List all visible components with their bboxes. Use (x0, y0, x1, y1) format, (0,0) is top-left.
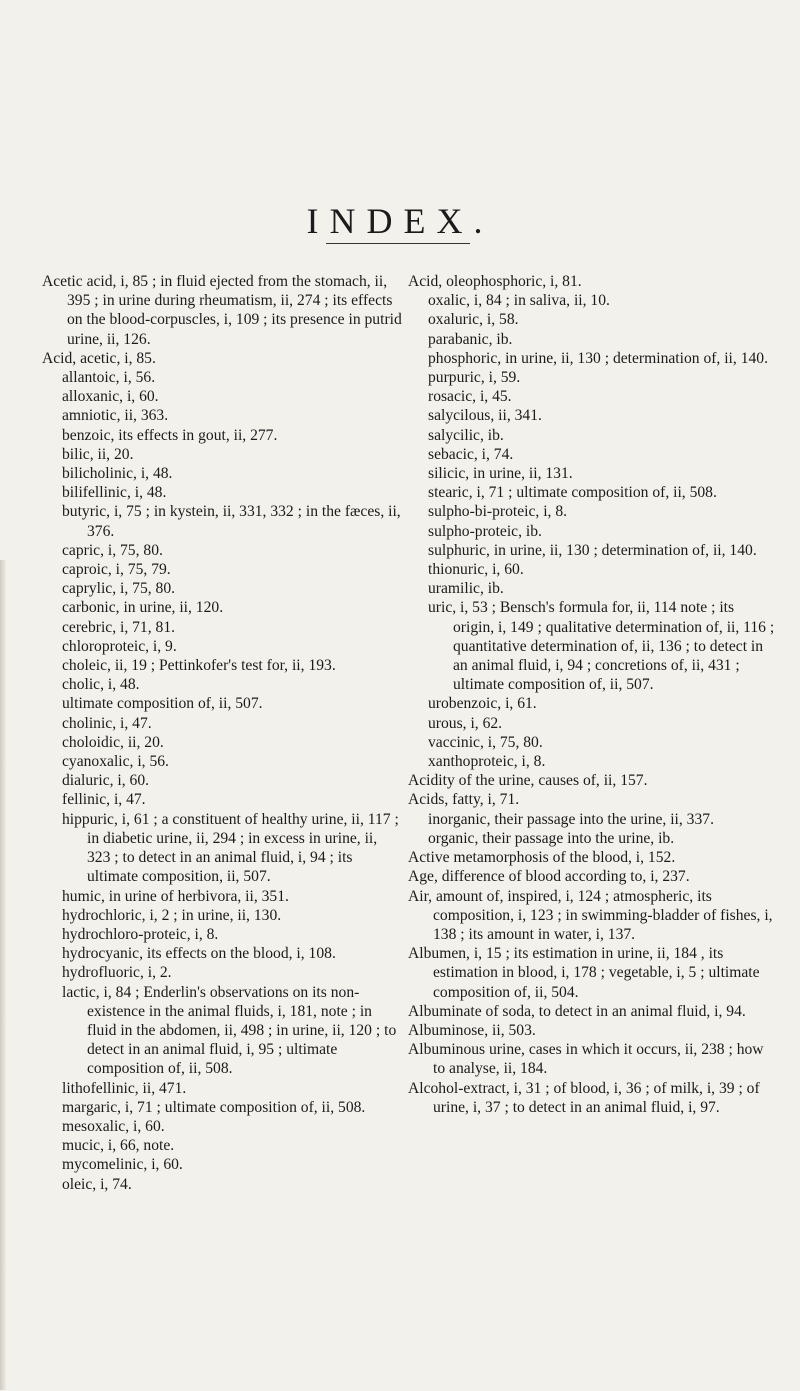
index-entry: dialuric, i, 60. (62, 772, 150, 790)
index-entry: Acetic acid, i, 85 ; in fluid ejected from the stomach, ii, 395 ; in urine during rheumatism, ii, 274 ; its effects on the blood-corpuscles, i, 109 ; its presence in putrid urine, ii, 126. (42, 273, 402, 348)
index-entry: phosphoric, in urine, ii, 130 ; determination of, ii, 140. (428, 349, 768, 367)
index-entry: oleic, i, 74. (62, 1175, 132, 1193)
index-entry: Acid, acetic, i, 85. (42, 349, 156, 367)
left-column (42, 272, 402, 1194)
index-entry: mesoxalic, i, 60. (62, 1117, 165, 1135)
page-edge-shadow (0, 560, 6, 1390)
index-entry: thionuric, i, 60. (428, 561, 524, 579)
index-entry: cholic, i, 48. (62, 676, 140, 694)
index-entry: choloidic, ii, 20. (62, 733, 164, 751)
index-entry: hydrochloro-proteic, i, 8. (62, 925, 219, 943)
index-entry: cyanoxalic, i, 56. (62, 753, 169, 771)
index-entry: sulpho-bi-proteic, i, 8. (428, 503, 568, 521)
index-entry: bilicholinic, i, 48. (62, 465, 173, 483)
index-entry: Albuminose, ii, 503. (408, 1021, 536, 1039)
index-entry: Age, difference of blood according to, i, 237. (408, 868, 690, 886)
index-entry: xanthoproteic, i, 8. (428, 753, 546, 771)
page-title: INDEX. (306, 201, 494, 242)
index-entry: hydrochloric, i, 2 ; in urine, ii, 130. (62, 906, 282, 924)
index-entry: Alcohol-extract, i, 31 ; of blood, i, 36 ; of milk, i, 39 ; of urine, i, 37 ; to detect in an animal fluid, i, 97. (408, 1079, 760, 1116)
index-entry: Albuminous urine, cases in which it occurs, ii, 238 ; how to analyse, ii, 184. (408, 1041, 764, 1078)
index-entry: rosacic, i, 45. (428, 388, 512, 406)
index-entry: silicic, in urine, ii, 131. (428, 465, 573, 483)
index-entry: sulpho-proteic, ib. (428, 522, 542, 540)
title-rule (326, 243, 470, 244)
index-entry: stearic, i, 71 ; ultimate composition of, ii, 508. (428, 484, 717, 502)
index-entry: carbonic, in urine, ii, 120. (62, 599, 224, 617)
index-entry: amniotic, ii, 363. (62, 407, 169, 425)
index-entry: ultimate composition of, ii, 507. (62, 695, 263, 713)
index-entry: lithofellinic, ii, 471. (62, 1079, 187, 1097)
index-entry: Acid, oleophosphoric, i, 81. (408, 273, 582, 290)
index-entry: margaric, i, 71 ; ultimate composition of, ii, 508. (62, 1098, 366, 1116)
index-entry: butyric, i, 75 ; in kystein, ii, 331, 332 ; in the fæces, ii, 376. (62, 503, 401, 540)
index-entry: Active metamorphosis of the blood, i, 152. (408, 849, 676, 867)
index-entry: uramilic, ib. (428, 580, 504, 598)
index-entry: inorganic, their passage into the urine, ii, 337. (428, 810, 714, 828)
index-entry: allantoic, i, 56. (62, 369, 156, 387)
index-entry: chloroproteic, i, 9. (62, 637, 177, 655)
index-entry: cerebric, i, 71, 81. (62, 618, 176, 636)
index-entry: vaccinic, i, 75, 80. (428, 733, 543, 751)
index-entry: lactic, i, 84 ; Enderlin's observations on its non-existence in the animal fluids, i, 181, note ; in fluid in the abdomen, ii, 498 ; in urine, ii, 120 ; to detect in an animal fluid, i, 95 ; ultimate composition of, ii, 508. (62, 983, 397, 1078)
index-entry: bilifellinic, i, 48. (62, 484, 167, 502)
index-entry: salycilous, ii, 341. (428, 407, 542, 425)
index-entry: hippuric, i, 61 ; a constituent of healthy urine, ii, 117 ; in diabetic urine, ii, 294 ; in excess in urine, ii, 323 ; to detect in an animal fluid, i, 94 ; its ultimate composition, ii, 507. (62, 810, 399, 886)
index-entry: bilic, ii, 20. (62, 445, 134, 463)
index-entry: benzoic, its effects in gout, ii, 277. (62, 426, 278, 444)
index-entry: uric, i, 53 ; Bensch's formula for, ii, 114 note ; its origin, i, 149 ; qualitative determination of, ii, 116 ; quantitative determination of, ii, 136 ; to detect in an animal fluid, i, 94 ; concretions of, ii, 431 ; ultimate composition of, ii, 507. (428, 599, 775, 694)
index-entry: alloxanic, i, 60. (62, 388, 159, 406)
index-entry: humic, in urine of herbivora, ii, 351. (62, 887, 289, 905)
index-entry: Albuminate of soda, to detect in an animal fluid, i, 94. (408, 1002, 746, 1020)
index-entry: caprylic, i, 75, 80. (62, 580, 176, 598)
index-entry: organic, their passage into the urine, ib. (428, 829, 675, 847)
index-entry: Albumen, i, 15 ; its estimation in urine, ii, 184 , its estimation in blood, i, 178 ; vegetable, i, 5 ; ultimate composition of, ii, 504. (408, 945, 760, 1001)
index-entry: sulphuric, in urine, ii, 130 ; determination of, ii, 140. (428, 541, 757, 559)
index-entry: capric, i, 75, 80. (62, 541, 163, 559)
index-entry: Acids, fatty, i, 71. (408, 791, 520, 809)
index-entry: caproic, i, 75, 79. (62, 561, 171, 579)
index-entry: hydrofluoric, i, 2. (62, 964, 172, 982)
right-column (408, 272, 776, 1117)
index-entry: salycilic, ib. (428, 426, 504, 444)
index-entry: urous, i, 62. (428, 714, 503, 732)
index-entry: sebacic, i, 74. (428, 445, 514, 463)
index-entry: Air, amount of, inspired, i, 124 ; atmospheric, its composition, i, 123 ; in swimming-bladder of fishes, i, 138 ; its amount in water, i, 137. (408, 887, 773, 943)
index-entry: fellinic, i, 47. (62, 791, 146, 809)
index-entry: oxalic, i, 84 ; in saliva, ii, 10. (428, 292, 610, 310)
index-entry: purpuric, i, 59. (428, 369, 521, 387)
index-entry: urobenzoic, i, 61. (428, 695, 537, 713)
index-entry: cholinic, i, 47. (62, 714, 152, 732)
index-entry: parabanic, ib. (428, 330, 513, 348)
index-entry: mucic, i, 66, note. (62, 1137, 175, 1155)
index-entry: oxaluric, i, 58. (428, 311, 519, 329)
index-entry: hydrocyanic, its effects on the blood, i, 108. (62, 945, 336, 963)
index-entry: Acidity of the urine, causes of, ii, 157. (408, 772, 648, 790)
index-entry: mycomelinic, i, 60. (62, 1156, 183, 1174)
index-entry: choleic, ii, 19 ; Pettinkofer's test for, ii, 193. (62, 657, 336, 675)
